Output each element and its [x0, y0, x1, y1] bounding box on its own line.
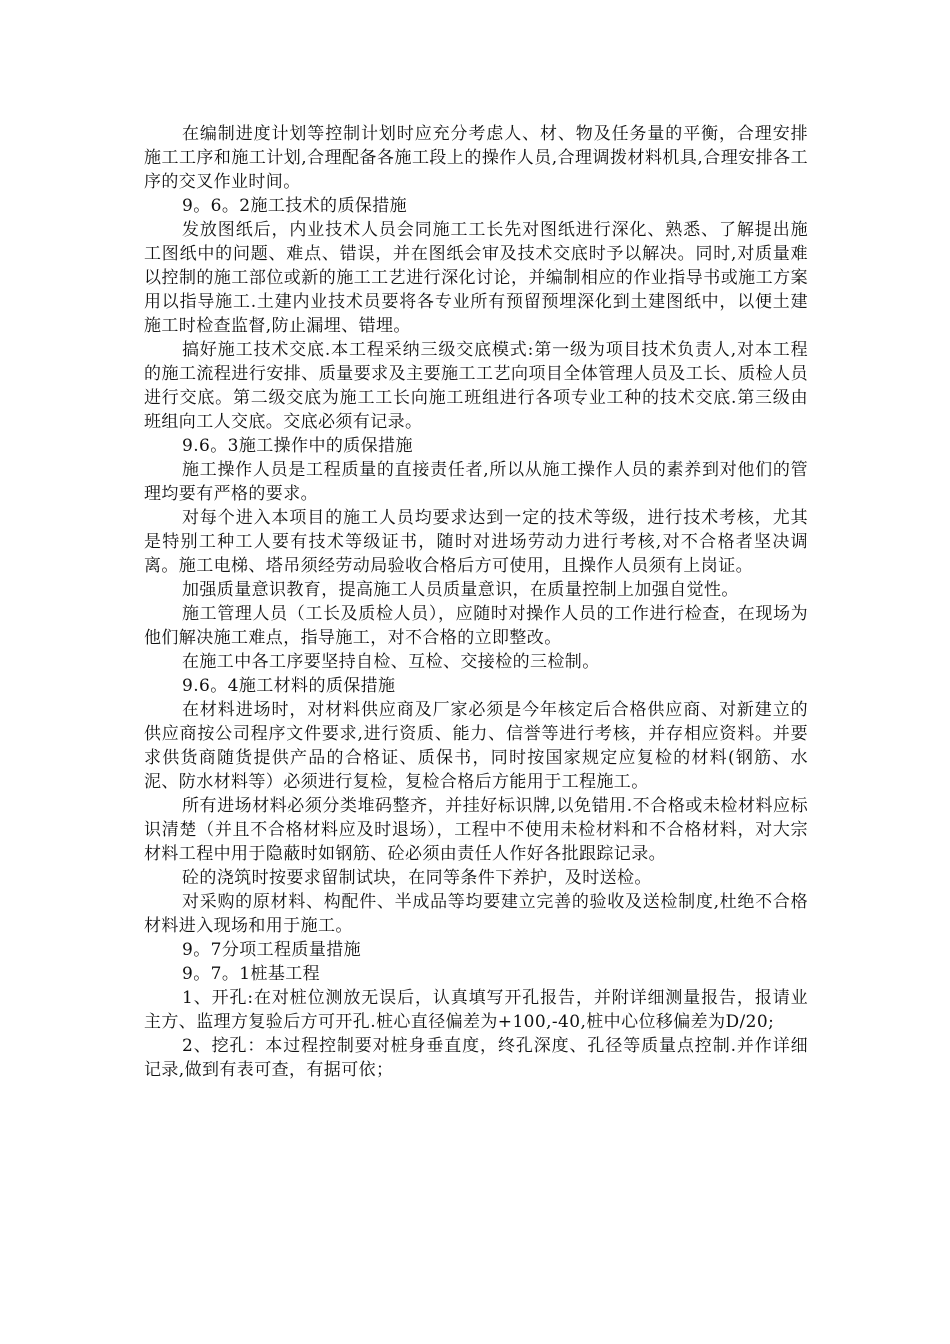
paragraph-skill-assessment: 对每个进入本项目的施工人员均要求达到一定的技术等级，进行技术考核，尤其是特别工种工人要有技术等级证书，随时对进场劳动力进行考核,对不合格者坚决调离。施工电梯、塔吊须经劳动局验收合格后方可使用，且操作人员须有上岗证。 [144, 508, 808, 576]
heading-9-7: 9。7分项工程质量措施 [182, 940, 362, 960]
heading-9-6-4: 9.6。4施工材料的质保措施 [182, 676, 396, 696]
paragraph-three-inspections: 在施工中各工序要坚持自检、互检、交接检的三检制。 [182, 652, 600, 672]
heading-9-7-1: 9。7。1桩基工程 [182, 964, 321, 984]
paragraph-operator-responsibility: 施工操作人员是工程质量的直接责任者,所以从施工操作人员的素养到对他们的管理均要有严格的要求。 [144, 460, 808, 504]
paragraph-material-storage: 所有进场材料必须分类堆码整齐，并挂好标识牌,以免错用.不合格或未检材料应标识清楚（并且不合格材料应及时退场），工程中不使用未检材料和不合格材料，对大宗材料工程中用于隐蔽时如钢筋、砼必须由责任人作好各批跟踪记录。 [144, 796, 808, 864]
heading-9-6-3: 9.6。3施工操作中的质保措施 [182, 436, 413, 456]
paragraph-hole-opening: 1、开孔:在对桩位测放无误后，认真填写开孔报告，并附详细测量报告，报请业主方、监理方复验后方可开孔.桩心直径偏差为+100,-40,桩中心位移偏差为D/20; [144, 988, 808, 1032]
paragraph-hole-digging: 2、挖孔：本过程控制要对桩身垂直度，终孔深度、孔径等质量点控制.并作详细记录,做到有表可查，有据可依； [144, 1036, 808, 1080]
paragraph-technical-disclosure: 搞好施工技术交底.本工程采纳三级交底模式:第一级为项目技术负责人,对本工程的施工流程进行安排、质量要求及主要施工工艺向项目全体管理人员及工长、质检人员进行交底。第二级交底为施工工长向施工班组进行各项专业工种的技术交底.第三级由班组向工人交底。交底必须有记录。 [144, 340, 808, 432]
heading-9-6-2: 9。6。2施工技术的质保措施 [182, 196, 408, 216]
paragraph-acceptance-system: 对采购的原材料、构配件、半成品等均要建立完善的验收及送检制度,杜绝不合格材料进入现场和用于施工。 [144, 892, 808, 936]
paragraph-drawing-review: 发放图纸后，内业技术人员会同施工工长先对图纸进行深化、熟悉、了解提出施工图纸中的问题、难点、错误，并在图纸会审及技术交底时予以解决。同时,对质量难以控制的施工部位或新的施工工艺进行深化讨论，并编制相应的作业指导书或施工方案用以指导施工.土建内业技术员要将各专业所有预留预埋深化到土建图纸中，以便土建施工时检查监督,防止漏埋、错埋。 [144, 220, 808, 336]
paragraph-quality-awareness: 加强质量意识教育，提高施工人员质量意识，在质量控制上加强自觉性。 [182, 580, 739, 600]
paragraph-concrete-samples: 砼的浇筑时按要求留制试块，在同等条件下养护，及时送检。 [182, 868, 652, 888]
paragraph-management-inspection: 施工管理人员（工长及质检人员），应随时对操作人员的工作进行检查，在现场为他们解决施工难点，指导施工，对不合格的立即整改。 [144, 604, 808, 648]
document-page [144, 122, 808, 1082]
paragraph-schedule-balance: 在编制进度计划等控制计划时应充分考虑人、材、物及任务量的平衡，合理安排施工工序和施工计划,合理配备各施工段上的操作人员,合理调拨材料机具,合理安排各工序的交叉作业时间。 [144, 124, 808, 192]
paragraph-material-suppliers: 在材料进场时，对材料供应商及厂家必须是今年核定后合格供应商、对新建立的供应商按公司程序文件要求,进行资质、能力、信誉等进行考核，并存相应资料。并要求供货商随货提供产品的合格证、质保书，同时按国家规定应复检的材料(钢筋、水泥、防水材料等）必须进行复检，复检合格后方能用于工程施工。 [144, 700, 808, 792]
